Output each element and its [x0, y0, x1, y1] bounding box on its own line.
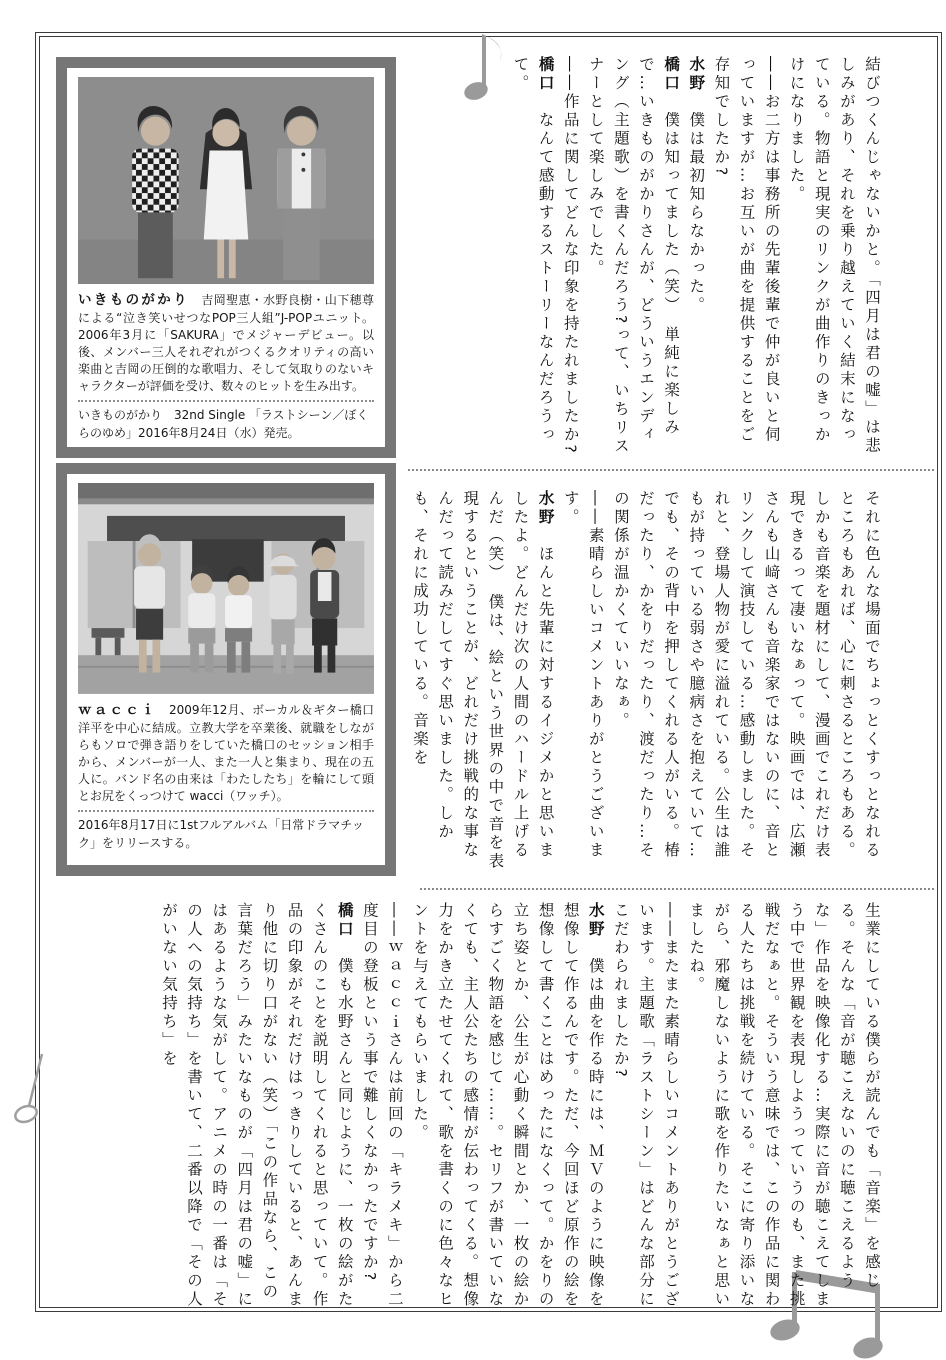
- section-divider-dotted: [420, 888, 934, 890]
- quarter-note-outline-icon: [8, 1048, 58, 1140]
- band-name-label: いきものがかり: [78, 292, 189, 308]
- band-name-label: ｗａｃｃｉ: [78, 701, 157, 718]
- answer-paragraph: それに色んな場面でちょっとくすっとなれるところもあれば、心に刺さるところもある。しかも音楽を題材にして、漫画でこれだけ表現できるって凄いなぁって。映画では、広瀬さんも山﨑さんも音楽家ではないのに、音とリンクして演技している…感動しました。それと、登場人物が愛に溢れている。公生は誰もが持っている弱さや臆病さを抱えていて…でも、その背中を押してくれる人がいる。椿だったり、かをりだったり、渡だったり…その関係が温かくていいなぁ。: [611, 490, 881, 860]
- answer-paragraph: 結びつくんじゃないかと。「四月は君の嘘」は悲しみがあり、それを乗り越えていく結末になっている。物語と現実のリンクが曲作りのきっかけになりました。: [787, 56, 881, 456]
- question-paragraph: ――ｗａｃｃｉさんは前回の「キラメキ」から二度目の登板という事で難しくなかったですか?: [360, 902, 404, 1309]
- caption-divider: [78, 810, 374, 812]
- band-bio-wacci: [78, 701, 374, 805]
- answer-paragraph: 水野 僕は曲を作る時には、ＭＶのように映像を想像して作るんです。ただ、今回ほど原作の絵を想像して書くことはめったになくって。かをりの立ち姿とか、公生が心動く瞬間とか、一枚の絵からすごく物語を感じて……。セリフが書いていなくても、主人公たちの感情が伝わってくる。想像力をかき立たせてくれて、歌を書くのに色々なヒントを与えてもらいました。: [411, 902, 605, 1309]
- answer-paragraph: 橋口 なんて感動するストーリーなんだろうって。: [511, 56, 555, 445]
- answer-paragraph: 水野 僕は最初知らなかった。: [687, 56, 706, 315]
- question-paragraph: ――またまた素晴らしいコメントありがとうございます。主題歌「ラストシーン」はどんな部分にこだわられましたか?: [611, 902, 681, 1309]
- section-divider-dotted: [408, 469, 934, 471]
- band-bio-ikimonogakari: [78, 291, 374, 395]
- speaker-name: 水野: [586, 902, 605, 939]
- band-bio-text: 吉岡聖恵・水野良樹・山下穂尊による“泣き笑いせつなPOP三人組”J-POPユニット。2006年3月に「SAKURA」でメジャーデビュー。以後、メンバー三人それぞれがつくるクオリティの高い楽曲と吉岡の圧倒的な歌唱力、そして気取りのないキャラクターが評価を受け、数々のヒットを生み出す。: [78, 293, 374, 394]
- speaker-name: 橋口: [536, 56, 555, 93]
- question-paragraph: ――素晴らしいコメントありがとうございます。: [561, 490, 605, 860]
- speaker-name: 橋口: [662, 56, 681, 93]
- answer-paragraph: 生業にしている僕らが読んでも「音楽」を感じる。そんな「音が聴こえないのに聴こえるような」作品を映像化する…実際に音が聴こえてしまう中で世界観を表現しようっていうのも、また挑戦だなぁと。そういう意味では、この作品に関わる人たちは挑戦を続けている。そこに寄り添いながら、邪魔しないように歌を作りたいなぁと思いましたね。: [687, 902, 881, 1309]
- interview-section-middle: [406, 490, 884, 876]
- question-paragraph: ――お二方は事務所の先輩後輩で仲が良いと伺っていますが…お互いが曲を提供することをご存知でしたか?: [712, 56, 781, 445]
- release-info-wacci: 2016年8月17日に1stフルアルバム「日常ドラマチック」をリリースする。: [78, 818, 364, 850]
- answer-paragraph: 橋口 僕も水野さんと同じように、一枚の絵がたくさんのことを説明してくれると思っていて。作品の印象がそれだけはっきりしていると、あんまり他に切り口がない（笑）「この作品なら、この言葉だろう」みたいなものが「四月は君の嘘」にはあるような気がして。アニメの時の一番は「その人への気持ち」を書いて、二番以降で「その人がいない気持ち」を: [159, 902, 354, 1309]
- speaker-name: 水野: [536, 490, 555, 527]
- answer-paragraph: 橋口 僕は知ってました（笑） 単純に楽しみで…いきものがかりさんが、どういうエンディング（主題歌）を書くんだろう?って、いちリスナーとして楽しみでした。: [586, 56, 681, 456]
- release-info-ikimonogakari: いきものがかり 32nd Single 「ラストシーン／ぼくらのゆめ」2016年8月24日（水）発売。: [78, 408, 369, 440]
- speaker-name: 水野: [687, 56, 706, 93]
- band-bio-text: 2009年12月、ボーカル＆ギター橋口洋平を中心に結成。立教大学を卒業後、就職をしながらもソロで弾き語りをしていた橋口のセッション相手から、メンバーが一人、また一人と集まり、現在の五人に。バンド名の由来は「わたしたち」を輪にして頭とお尻をくっつけて wacci（ワッチ）。: [78, 702, 375, 804]
- caption-divider: [78, 400, 374, 402]
- band-photo-ikimonogakari: [78, 77, 374, 284]
- question-paragraph: ――作品に関してどんな印象を持たれましたか?: [561, 56, 580, 456]
- interview-section-top: [406, 56, 884, 458]
- speaker-name: 橋口: [335, 902, 354, 939]
- interview-section-bottom: [56, 902, 884, 1316]
- band-profile-box-wacci: [56, 463, 396, 876]
- band-photo-wacci: [78, 483, 374, 694]
- band-profile-box-ikimonogakari: [56, 57, 396, 458]
- answer-paragraph: 水野 ほんと先輩に対するイジメかと思いましたよ。どんだけ次の人間のハードル上げるんだ（笑） 僕は、絵という世界の中で音を表現するということが、どれだけ挑戦的な事なんだって読みだしてすぐ思いました。しかも、それに成功している。音楽を: [411, 490, 555, 871]
